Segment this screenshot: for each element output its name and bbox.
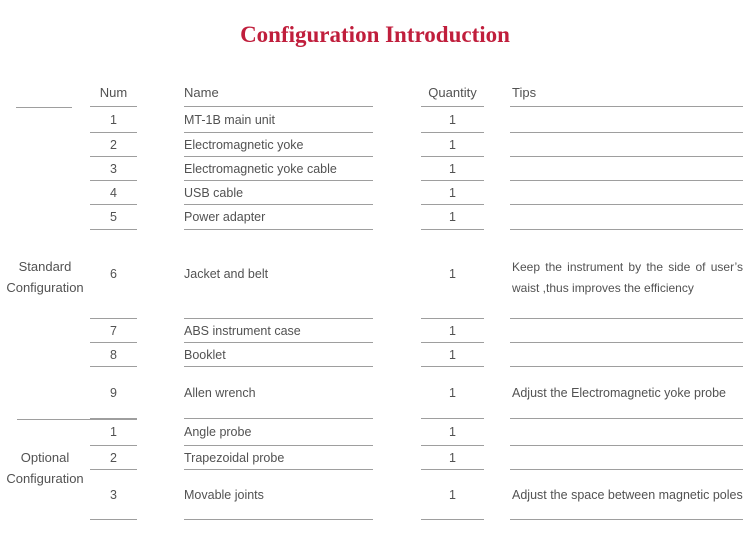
group-header-underline <box>16 107 72 108</box>
name-column <box>184 80 373 520</box>
name-cell: Electromagnetic yoke cable <box>184 157 373 181</box>
num-cell: 8 <box>90 343 137 367</box>
quantity-header: Quantity <box>421 80 484 107</box>
quantity-column <box>421 80 484 520</box>
quantity-cell: 1 <box>421 157 484 181</box>
configuration-table <box>0 80 750 556</box>
tips-cell <box>510 343 743 367</box>
tips-cell <box>510 133 743 157</box>
tips-cell: Keep the instrument by the side of user’s waist ,thus improves the efficiency <box>510 230 743 319</box>
tips-cell: Adjust the space between magnetic poles <box>510 470 743 520</box>
quantity-cell: 1 <box>421 205 484 230</box>
quantity-cell: 1 <box>421 181 484 205</box>
tips-header: Tips <box>510 80 743 107</box>
num-cell: 1 <box>90 107 137 133</box>
name-cell: Electromagnetic yoke <box>184 133 373 157</box>
quantity-cell: 1 <box>421 367 484 419</box>
num-cell: 7 <box>90 319 137 343</box>
tips-cell <box>510 205 743 230</box>
page-title: Configuration Introduction <box>240 22 510 47</box>
tips-column <box>510 80 743 520</box>
num-cell: 1 <box>90 419 137 446</box>
group-label-standard-configuration: Standard Configuration <box>6 259 84 295</box>
tips-cell <box>510 157 743 181</box>
tips-cell <box>510 181 743 205</box>
name-cell: Jacket and belt <box>184 230 373 319</box>
name-cell: Movable joints <box>184 470 373 520</box>
num-cell: 3 <box>90 470 137 520</box>
name-header: Name <box>184 80 373 107</box>
quantity-cell: 1 <box>421 343 484 367</box>
num-cell: 6 <box>90 230 137 319</box>
quantity-cell: 1 <box>421 419 484 446</box>
num-cell: 2 <box>90 133 137 157</box>
name-cell: Allen wrench <box>184 367 373 419</box>
name-cell: MT-1B main unit <box>184 107 373 133</box>
quantity-cell: 1 <box>421 107 484 133</box>
num-column <box>90 80 137 520</box>
quantity-cell: 1 <box>421 446 484 470</box>
name-cell: USB cable <box>184 181 373 205</box>
tips-cell <box>510 419 743 446</box>
tips-cell <box>510 446 743 470</box>
group-label-optional-configuration: Optional Configuration <box>6 450 84 486</box>
num-cell: 2 <box>90 446 137 470</box>
num-cell: 3 <box>90 157 137 181</box>
name-cell: ABS instrument case <box>184 319 373 343</box>
name-cell: Booklet <box>184 343 373 367</box>
num-cell: 9 <box>90 367 137 419</box>
quantity-cell: 1 <box>421 133 484 157</box>
name-cell: Angle probe <box>184 419 373 446</box>
tips-cell <box>510 107 743 133</box>
num-cell: 5 <box>90 205 137 230</box>
tips-cell <box>510 319 743 343</box>
name-cell: Trapezoidal probe <box>184 446 373 470</box>
quantity-cell: 1 <box>421 319 484 343</box>
tips-cell: Adjust the Electromagnetic yoke probe <box>510 367 743 419</box>
num-header: Num <box>90 80 137 107</box>
quantity-cell: 1 <box>421 230 484 319</box>
num-cell: 4 <box>90 181 137 205</box>
name-cell: Power adapter <box>184 205 373 230</box>
quantity-cell: 1 <box>421 470 484 520</box>
